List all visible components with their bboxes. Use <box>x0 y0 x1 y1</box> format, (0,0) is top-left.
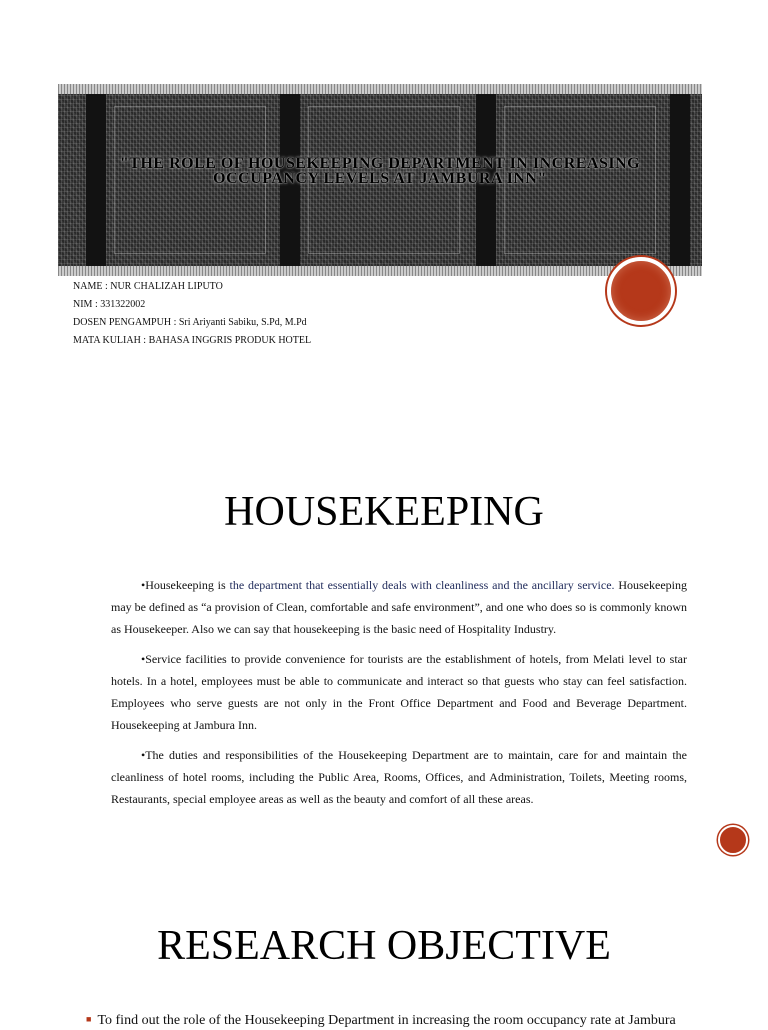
slide-heading: HOUSEKEEPING <box>224 489 544 535</box>
circle-badge-small <box>718 825 748 855</box>
slide-heading: RESEARCH OBJECTIVE <box>157 923 611 969</box>
circle-badge-large <box>607 257 675 325</box>
paragraph-text: Housekeeping may be defined as “a provision of Clean, comfortable and safe environment”, and one who does so is commonly known as Housekeeper. Also we can say that housekeeping is the basic need of Hospitality Industry. <box>111 578 687 636</box>
objective-bullet <box>86 1010 716 1030</box>
paragraph-service: •Service facilities to provide convenience for tourists are the establishment of hotels, from Melati level to star hotels. In a hotel, employees must be able to communicate and interact so that guests who stay can feel satisfaction. Employees who serve guests are not only in the Front Office Department and Food and Beverage Department. Housekeeping at Jambura Inn. <box>111 652 687 732</box>
author-info <box>73 278 311 350</box>
paragraph-duties: •The duties and responsibilities of the Housekeeping Department are to maintain, care for and maintain the cleanliness of hotel rooms, including the Public Area, Rooms, Offices, and Administration, Toilets, Meeting rooms, Restaurants, special employee areas as well as the beauty and comfort of all these areas. <box>111 748 687 806</box>
bullet-text: To find out the role of the Housekeeping Department in increasing the room occupancy rate at Jambura <box>97 1013 676 1028</box>
housekeeping-slide <box>0 420 768 860</box>
paragraph-text: •Housekeeping is <box>141 578 230 592</box>
paragraph-definition <box>111 574 687 640</box>
title-slide <box>0 0 768 420</box>
info-nim: NIM : 331322002 <box>73 299 146 310</box>
presentation-title: "THE ROLE OF HOUSEKEEPING DEPARTMENT IN INCREASING OCCUPANCY LEVELS AT JAMBURA INN" <box>119 155 641 187</box>
research-objective-slide <box>0 860 768 1028</box>
info-lecturer: DOSEN PENGAMPUH : Sri Ariyanti Sabiku, S.Pd, M.Pd <box>73 317 307 328</box>
paragraph-highlight: the department that essentially deals with cleanliness and the ancillary service. <box>229 578 615 592</box>
info-name: NAME : NUR CHALIZAH LIPUTO <box>73 281 223 292</box>
info-course: MATA KULIAH : BAHASA INGGRIS PRODUK HOTEL <box>73 335 312 346</box>
banner-bottom-band <box>58 266 702 276</box>
title-banner <box>58 84 702 276</box>
square-bullet-icon: ■ <box>86 1014 92 1024</box>
banner-top-band <box>58 84 702 94</box>
